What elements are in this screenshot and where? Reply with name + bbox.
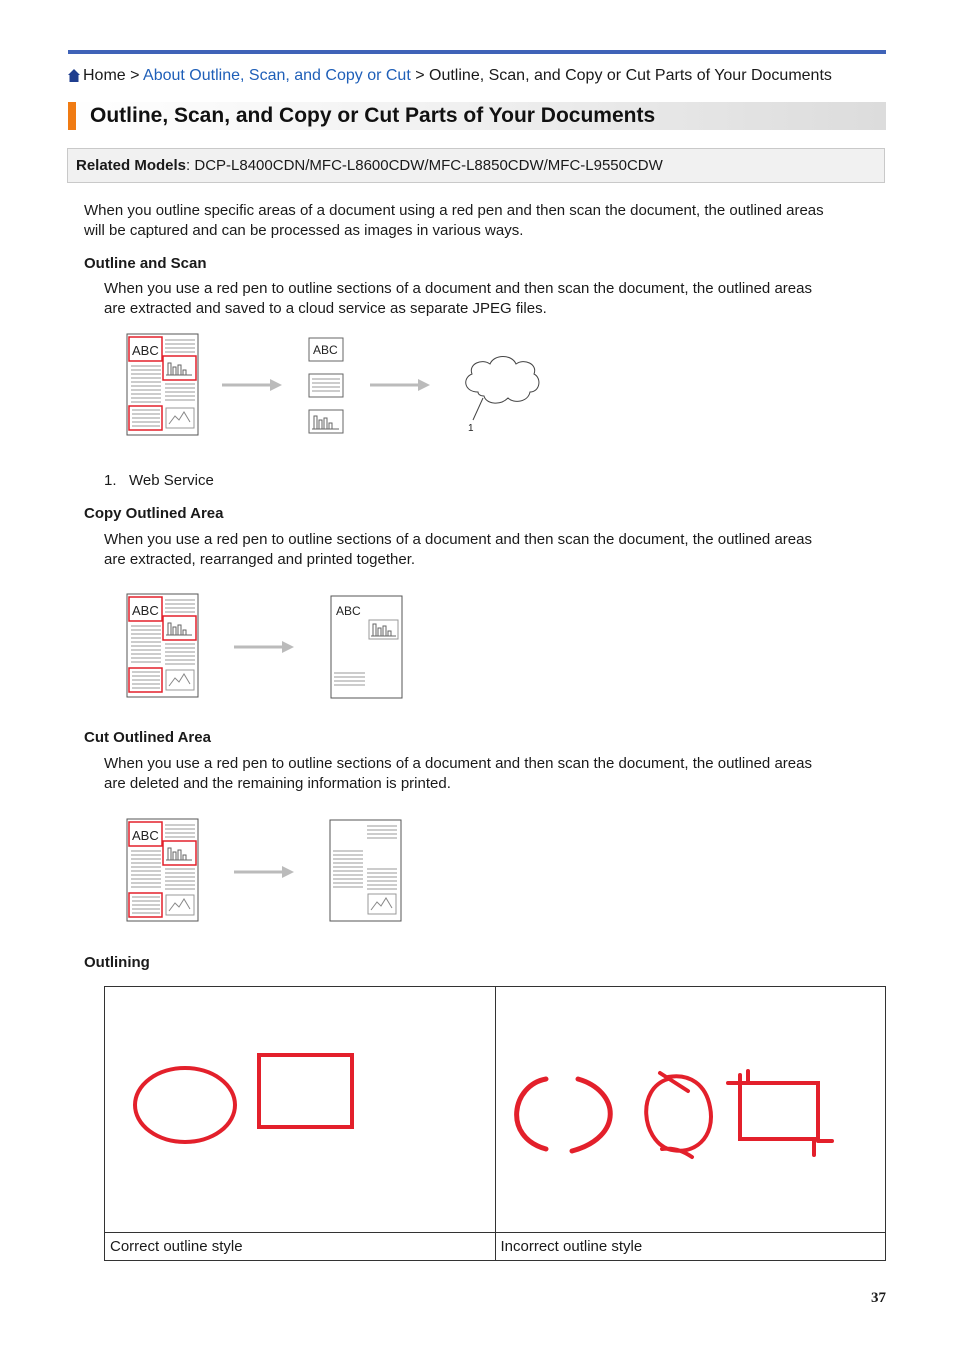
home-icon xyxy=(68,69,80,82)
arrow-icon xyxy=(222,379,282,391)
title-accent xyxy=(68,102,76,130)
legend-number: 1. xyxy=(104,472,117,489)
correct-outline-drawing xyxy=(105,987,495,1227)
related-models-value: : DCP-L8400CDN/MFC-L8600CDW/MFC-L8850CDW/MFC-L9550CDW xyxy=(186,157,663,174)
figure-abc-text: ABC xyxy=(313,343,338,357)
legend-text: Web Service xyxy=(129,472,214,489)
correct-outline-cell xyxy=(105,987,496,1233)
scanned-document-thumbnail xyxy=(127,594,198,697)
intro-line: When you outline specific areas of a document using a red pen and then scan the document, the outlined areas xyxy=(84,202,824,219)
section-line: When you use a red pen to outline sections of a document and then scan the document, the outlined areas xyxy=(104,755,812,772)
section-line: are extracted, rearranged and printed together. xyxy=(104,551,416,568)
section-paragraph xyxy=(104,530,812,570)
section-heading-cut-outlined-area: Cut Outlined Area xyxy=(84,729,211,746)
scanned-document-thumbnail xyxy=(127,334,198,435)
outline-scan-figure xyxy=(120,330,550,440)
section-line: When you use a red pen to outline sections of a document and then scan the document, the outlined areas xyxy=(104,280,812,297)
scanned-document-thumbnail xyxy=(127,819,198,921)
page-title: Outline, Scan, and Copy or Cut Parts of Your Documents xyxy=(90,104,656,127)
section-heading-outlining: Outlining xyxy=(84,954,150,971)
related-models-label: Related Models xyxy=(76,157,187,174)
section-paragraph xyxy=(104,279,812,319)
figure-abc-text: ABC xyxy=(132,343,159,358)
incorrect-outline-drawing xyxy=(496,987,886,1227)
title-bar xyxy=(68,102,886,130)
section-heading-copy-outlined-area: Copy Outlined Area xyxy=(84,505,224,522)
breadcrumb-link[interactable]: About Outline, Scan, and Copy or Cut xyxy=(143,67,411,84)
legend-item xyxy=(104,472,214,489)
callout-number: 1 xyxy=(468,423,474,434)
figure-abc-text: ABC xyxy=(132,603,159,618)
arrow-icon xyxy=(234,866,294,878)
outline-style-table xyxy=(104,986,886,1261)
section-paragraph xyxy=(104,754,812,794)
cut-outlined-figure xyxy=(120,815,420,927)
correct-outline-caption: Correct outline style xyxy=(105,1233,496,1261)
section-line: are extracted and saved to a cloud service as separate JPEG files. xyxy=(104,300,547,317)
breadcrumb-current: Outline, Scan, and Copy or Cut Parts of Your Documents xyxy=(429,67,832,84)
breadcrumb-home[interactable]: Home xyxy=(83,67,126,84)
figure-abc-text: ABC xyxy=(132,828,159,843)
copy-outlined-figure xyxy=(120,590,420,702)
intro-line: will be captured and can be processed as images in various ways. xyxy=(84,222,524,239)
incorrect-outline-cell xyxy=(495,987,886,1233)
breadcrumb-separator: > xyxy=(415,67,425,84)
top-rule xyxy=(68,50,886,54)
figure-abc-text: ABC xyxy=(336,604,361,618)
breadcrumb-separator: > xyxy=(130,67,140,84)
printed-result-thumbnail xyxy=(331,596,402,698)
section-heading-outline-scan: Outline and Scan xyxy=(84,255,207,272)
incorrect-outline-caption: Incorrect outline style xyxy=(495,1233,886,1261)
related-models-box xyxy=(67,148,885,183)
arrow-icon xyxy=(370,379,430,391)
extracted-images-stack xyxy=(309,338,343,433)
cloud-icon xyxy=(466,357,539,421)
section-line: are deleted and the remaining information is printed. xyxy=(104,775,451,792)
section-line: When you use a red pen to outline sections of a document and then scan the document, the outlined areas xyxy=(104,531,812,548)
printed-result-thumbnail xyxy=(330,820,401,921)
arrow-icon xyxy=(234,641,294,653)
intro-paragraph xyxy=(84,201,824,241)
page-number: 37 xyxy=(871,1290,886,1306)
breadcrumb xyxy=(68,67,832,85)
